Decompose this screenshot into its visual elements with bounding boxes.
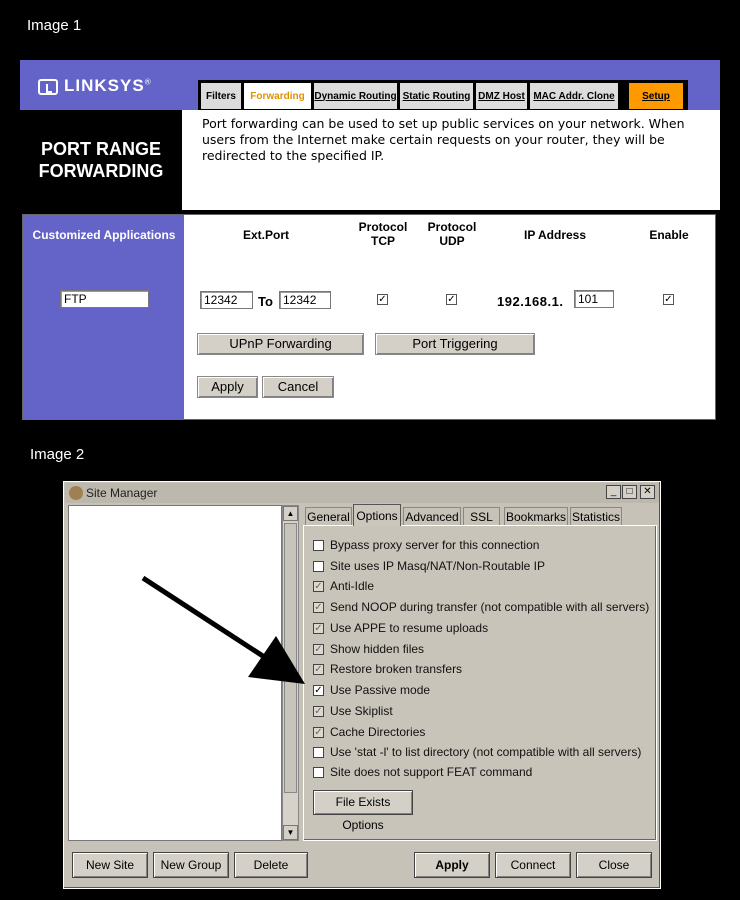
delete-button[interactable]: Delete	[234, 852, 308, 878]
option-label: Use APPE to resume uploads	[330, 621, 489, 635]
tcp-checkbox[interactable]: ✓	[378, 294, 387, 305]
minimize-icon[interactable]: _	[606, 485, 621, 499]
tab-filters[interactable]: Filters	[201, 83, 241, 109]
app-name-input[interactable]: FTP	[60, 290, 149, 308]
file-exists-options-button[interactable]: File Exists Options	[313, 790, 413, 815]
col-protocol-udp: Protocol UDP	[427, 220, 477, 248]
col-protocol-tcp: Protocol TCP	[358, 220, 408, 248]
tab-statistics[interactable]: Statistics	[570, 507, 622, 525]
maximize-icon[interactable]: □	[622, 485, 637, 499]
connect-button[interactable]: Connect	[495, 852, 571, 878]
tab-setup[interactable]: Setup	[629, 83, 683, 109]
col-ip-address: IP Address	[523, 228, 587, 242]
tab-options[interactable]: Options	[353, 504, 401, 526]
enable-checkbox[interactable]: ✓	[664, 294, 673, 305]
tab-dynamic-routing[interactable]: Dynamic Routing	[314, 83, 397, 109]
image2-label: Image 2	[30, 446, 85, 463]
option-label: Send NOOP during transfer (not compatible with all servers)	[330, 600, 650, 614]
udp-checkbox[interactable]: ✓	[447, 294, 456, 305]
close-icon[interactable]: ✕	[640, 485, 655, 499]
page-description: Port forwarding can be used to set up public services on your network. When users from the Internet make certain requests on your router, they will be redirected to the specified IP.	[202, 116, 685, 163]
new-group-button[interactable]: New Group	[153, 852, 229, 878]
apply-button-ftp[interactable]: Apply	[414, 852, 490, 878]
upnp-forwarding-button[interactable]: UPnP Forwarding	[197, 333, 364, 355]
option-label: Use 'stat -l' to list directory (not compatible with all servers)	[330, 745, 642, 759]
tab-dmz-host[interactable]: DMZ Host	[476, 83, 527, 109]
checkbox[interactable]: ✓	[314, 580, 323, 592]
new-site-button[interactable]: New Site	[72, 852, 148, 878]
page-title: PORT RANGE FORWARDING	[20, 110, 182, 210]
col-enable: Enable	[649, 228, 689, 242]
col-customized-applications: Customized Applications	[32, 228, 176, 242]
tab-ssl[interactable]: SSL	[463, 507, 500, 525]
port-end-input[interactable]: 12342	[279, 291, 331, 309]
tab-bookmarks[interactable]: Bookmarks	[504, 507, 568, 525]
image1-label: Image 1	[27, 17, 82, 34]
option-label: Site does not support FEAT command	[330, 765, 533, 779]
ip-prefix: 192.168.1.	[497, 294, 564, 309]
checkbox[interactable]: ✓	[314, 684, 323, 696]
checkbox[interactable]: ✓	[314, 726, 323, 738]
option-label: Site uses IP Masq/NAT/Non-Routable IP	[330, 559, 545, 573]
tab-advanced[interactable]: Advanced	[403, 507, 461, 525]
port-triggering-button[interactable]: Port Triggering	[375, 333, 535, 355]
option-label: Show hidden files	[330, 642, 425, 656]
col-ext-port: Ext.Port	[242, 228, 289, 242]
to-label: To	[258, 294, 273, 309]
tab-static-routing[interactable]: Static Routing	[400, 83, 473, 109]
checkbox[interactable]: ✓	[314, 643, 323, 655]
tab-general[interactable]: General	[305, 507, 352, 525]
window-title: Site Manager	[86, 486, 158, 500]
ip-last-octet-input[interactable]: 101	[574, 290, 614, 308]
option-label: Anti-Idle	[330, 579, 375, 593]
checkbox[interactable]: ✓	[314, 601, 323, 613]
option-label: Bypass proxy server for this connection	[330, 538, 540, 552]
option-label: Use Passive mode	[330, 683, 431, 697]
option-label: Use Skiplist	[330, 704, 393, 718]
checkbox[interactable]: ✓	[314, 622, 323, 634]
linksys-logo: LINKSYS®	[38, 76, 152, 96]
scroll-up-icon[interactable]: ▲	[283, 506, 298, 521]
checkbox[interactable]: ✓	[314, 663, 323, 675]
scroll-down-icon[interactable]: ▼	[283, 825, 298, 840]
port-start-input[interactable]: 12342	[200, 291, 253, 309]
apply-button[interactable]: Apply	[197, 376, 258, 398]
close-button[interactable]: Close	[576, 852, 652, 878]
cancel-button[interactable]: Cancel	[262, 376, 334, 398]
tab-forwarding[interactable]: Forwarding	[244, 83, 311, 109]
checkbox[interactable]: ✓	[314, 705, 323, 717]
tab-mac-clone[interactable]: MAC Addr. Clone	[530, 83, 618, 109]
option-label: Restore broken transfers	[330, 662, 463, 676]
option-label: Cache Directories	[330, 725, 426, 739]
